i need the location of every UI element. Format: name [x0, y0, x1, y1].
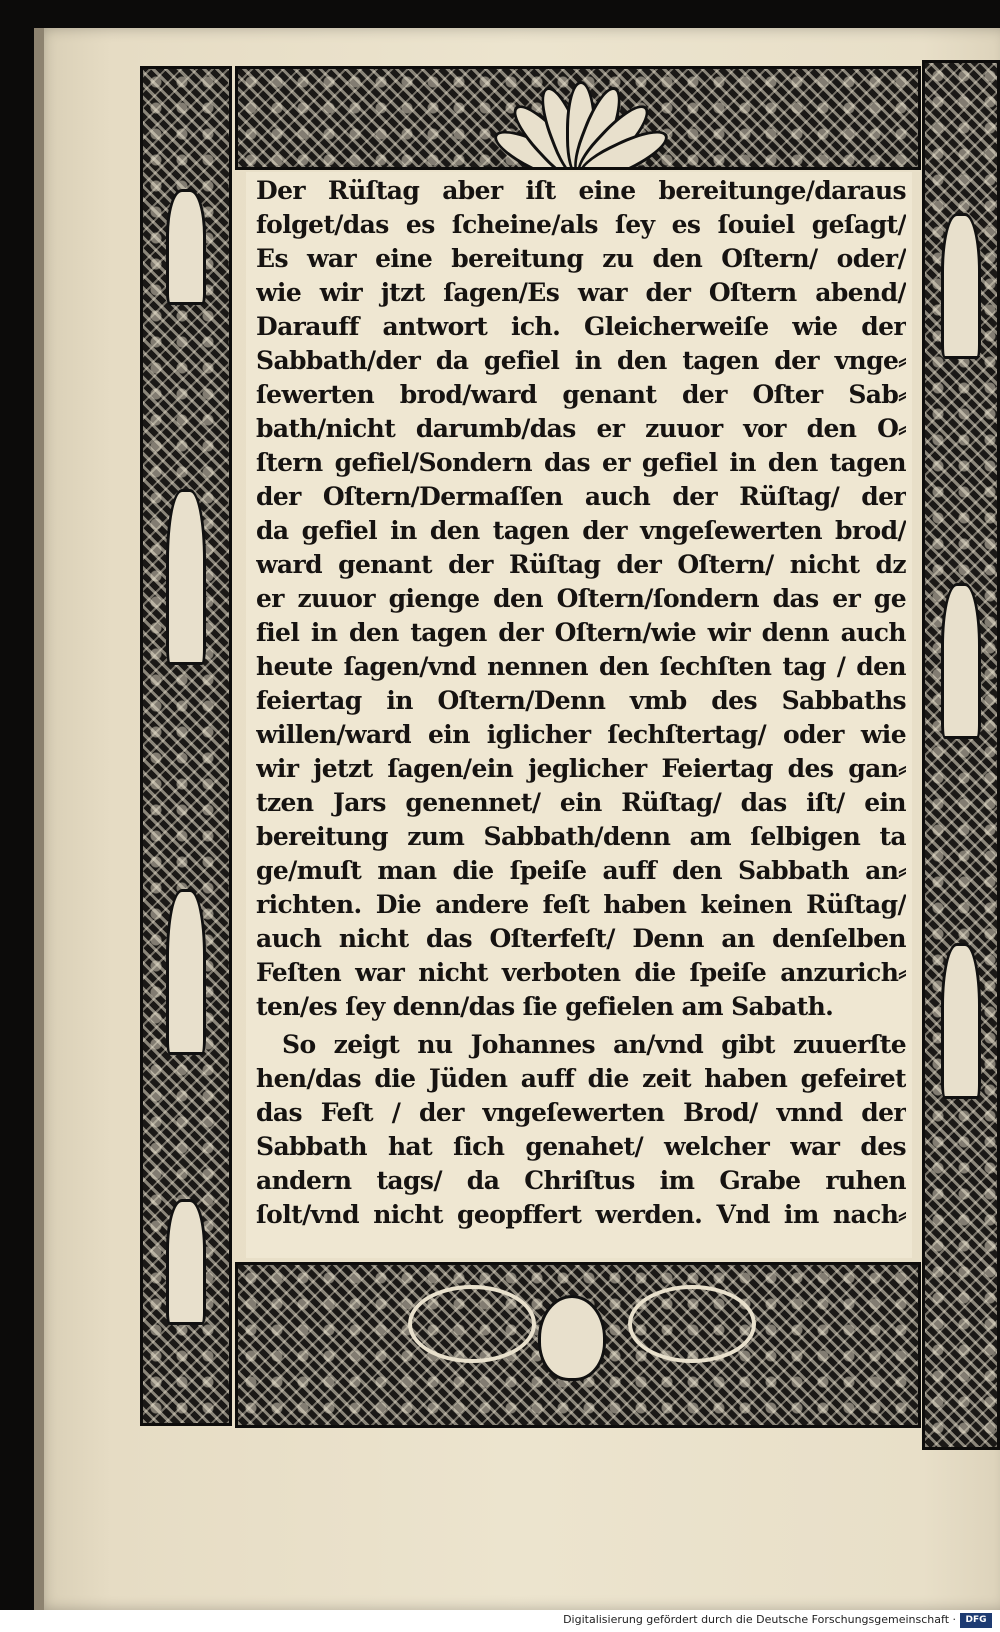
text-line: wie wir jtzt ſagen/Es war der Oſtern abend/: [256, 278, 906, 307]
right-woodcut-border: [922, 60, 1000, 1450]
text-line: ſtern gefiel/Sondern das er gefiel in den tagen: [256, 448, 906, 477]
left-wing-ornament: [408, 1285, 536, 1363]
text-line: Darauff antwort ich. Gleicherweiſe wie der: [256, 312, 906, 341]
left-woodcut-border: [140, 66, 232, 1426]
right-wing-ornament: [628, 1285, 756, 1363]
text-line: Es war eine bereitung zu den Oſtern/ oder/: [256, 244, 906, 273]
bottom-woodcut-border: [235, 1262, 921, 1428]
text-line: wir jetzt ſagen/ein jeglicher Feiertag des gan⸗: [256, 754, 906, 783]
text-line: da gefiel in den tagen der vngeſewerten brod/: [256, 516, 906, 545]
text-line: Der Rüſtag aber iſt eine bereitunge/daraus: [256, 176, 906, 205]
cherub-face-ornament: [538, 1295, 606, 1381]
text-line: hen/das die Jüden auff die zeit haben gefeiret: [256, 1064, 906, 1093]
text-line: willen/ward ein iglicher ſechſtertag/ oder wie: [256, 720, 906, 749]
text-line: Sabbath hat ſich genahet/ welcher war des: [256, 1132, 906, 1161]
top-woodcut-border: [235, 66, 921, 170]
palmette-ornament: [428, 73, 728, 167]
left-column-ornament-2: [166, 489, 206, 665]
text-line: feiertag in Oſtern/Denn vmb des Sabbaths: [256, 686, 906, 715]
text-line: auch nicht das Oſterfeſt/ Denn an denſelben: [256, 924, 906, 953]
text-line: ten/es ſey denn/das ſie gefielen am Sabath.: [256, 992, 834, 1021]
text-line: ward genant der Rüſtag der Oſtern/ nicht dz: [256, 550, 906, 579]
right-column-ornament-3: [941, 943, 981, 1099]
text-line: folget/das es ſcheine/als ſey es ſouiel geſagt/: [256, 210, 906, 239]
text-line: ge/muſt man die ſpeiſe auff den Sabbath an⸗: [256, 856, 906, 885]
text-line: andern tags/ da Chriſtus im Grabe ruhen: [256, 1166, 906, 1195]
left-column-ornament-3: [166, 889, 206, 1055]
text-line: er zuuor gienge den Oſtern/ſondern das er ge: [256, 584, 906, 613]
text-line: der Oſtern/Dermaſſen auch der Rüſtag/ der: [256, 482, 906, 511]
left-column-ornament-4: [166, 1199, 206, 1325]
footer-bar: [0, 1610, 1000, 1632]
right-column-ornament-2: [941, 583, 981, 739]
text-line: fiel in den tagen der Oſtern/wie wir denn auch: [256, 618, 906, 647]
dfg-logo: DFG: [960, 1613, 992, 1628]
text-line: So zeigt nu Johannes an/vnd gibt zuuerſte: [282, 1030, 906, 1059]
text-line: richten. Die andere feſt haben keinen Rüſtag/: [256, 890, 906, 919]
text-block: [246, 172, 912, 1258]
text-line: das Feſt / der vngeſewerten Brod/ vnnd der: [256, 1098, 906, 1127]
left-column-ornament-1: [166, 189, 206, 305]
text-line: bereitung zum Sabbath/denn am ſelbigen ta: [256, 822, 906, 851]
text-line: Sabbath/der da gefiel in den tagen der vnge⸗: [256, 346, 906, 375]
text-line: ſewerten brod/ward genant der Oſter Sab⸗: [256, 380, 906, 409]
right-column-ornament-1: [941, 213, 981, 359]
funding-credit: Digitalisierung gefördert durch die Deutsche Forschungsgemeinschaft ·: [563, 1613, 956, 1626]
text-line: heute ſagen/vnd nennen den ſechſten tag / den: [256, 652, 906, 681]
text-line: Feſten war nicht verboten die ſpeiſe anzurich⸗: [256, 958, 906, 987]
text-line: bath/nicht darumb/das er zuuor vor den O⸗: [256, 414, 906, 443]
text-line: ſolt/vnd nicht geopffert werden. Vnd im nach⸗: [256, 1200, 906, 1229]
text-line: tzen Jars genennet/ ein Rüſtag/ das iſt/ ein: [256, 788, 906, 817]
